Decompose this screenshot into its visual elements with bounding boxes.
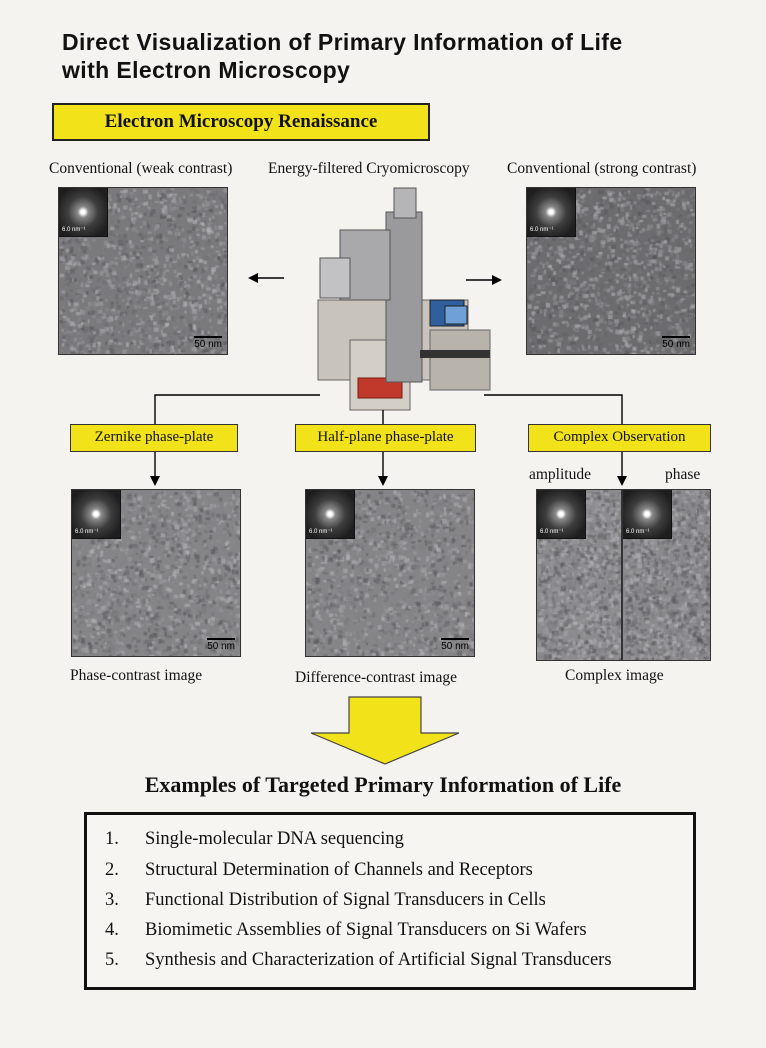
scale-bar: 50 nm [662, 339, 690, 350]
micrograph-difference-contrast [305, 489, 475, 657]
amplitude-label: amplitude [529, 466, 591, 483]
caption-conventional-strong: Conventional (strong contrast) [507, 160, 697, 177]
phase-label: phase [665, 466, 701, 483]
big-down-arrow [311, 697, 459, 764]
micrograph-phase [622, 489, 711, 661]
fft-inset: 6.0 nm⁻¹ [623, 490, 672, 539]
fft-inset: 6.0 nm⁻¹ [537, 490, 586, 539]
fft-inset: 6.0 nm⁻¹ [59, 188, 108, 237]
half-plane-phase-plate-box: Half-plane phase-plate [295, 424, 476, 452]
zernike-phase-plate-box: Zernike phase-plate [70, 424, 238, 452]
caption-complex-image: Complex image [565, 667, 664, 684]
caption-cryomicroscopy: Energy-filtered Cryomicroscopy [268, 160, 470, 177]
micrograph-phase-contrast [71, 489, 241, 657]
caption-phase-contrast: Phase-contrast image [70, 667, 203, 684]
scale-bar: 50 nm [441, 641, 469, 652]
title-line-1: Direct Visualization of Primary Information of Life [62, 29, 623, 55]
fft-inset: 6.0 nm⁻¹ [527, 188, 576, 237]
title-line-2: with Electron Microscopy [62, 57, 351, 83]
list-item: 3. Functional Distribution of Signal Transducers in Cells [105, 890, 546, 910]
list-item: 1. Single-molecular DNA sequencing [105, 829, 404, 849]
scale-bar: 50 nm [194, 339, 222, 350]
list-item: 4. Biomimetic Assemblies of Signal Transducers on Si Wafers [105, 920, 587, 940]
micrograph-amplitude [536, 489, 622, 661]
examples-heading: Examples of Targeted Primary Information of Life [144, 772, 622, 797]
renaissance-banner: Electron Microscopy Renaissance [52, 103, 430, 141]
list-item: 2. Structural Determination of Channels and Receptors [105, 860, 533, 880]
complex-observation-box: Complex Observation [528, 424, 711, 452]
microscope-illustration [318, 188, 490, 410]
scale-bar: 50 nm [207, 641, 235, 652]
caption-difference-contrast: Difference-contrast image [295, 669, 457, 686]
list-item: 5. Synthesis and Characterization of Artificial Signal Transducers [105, 950, 612, 970]
fft-inset: 6.0 nm⁻¹ [72, 490, 121, 539]
examples-list [84, 812, 696, 990]
caption-conventional-weak: Conventional (weak contrast) [49, 160, 233, 177]
fft-inset: 6.0 nm⁻¹ [306, 490, 355, 539]
